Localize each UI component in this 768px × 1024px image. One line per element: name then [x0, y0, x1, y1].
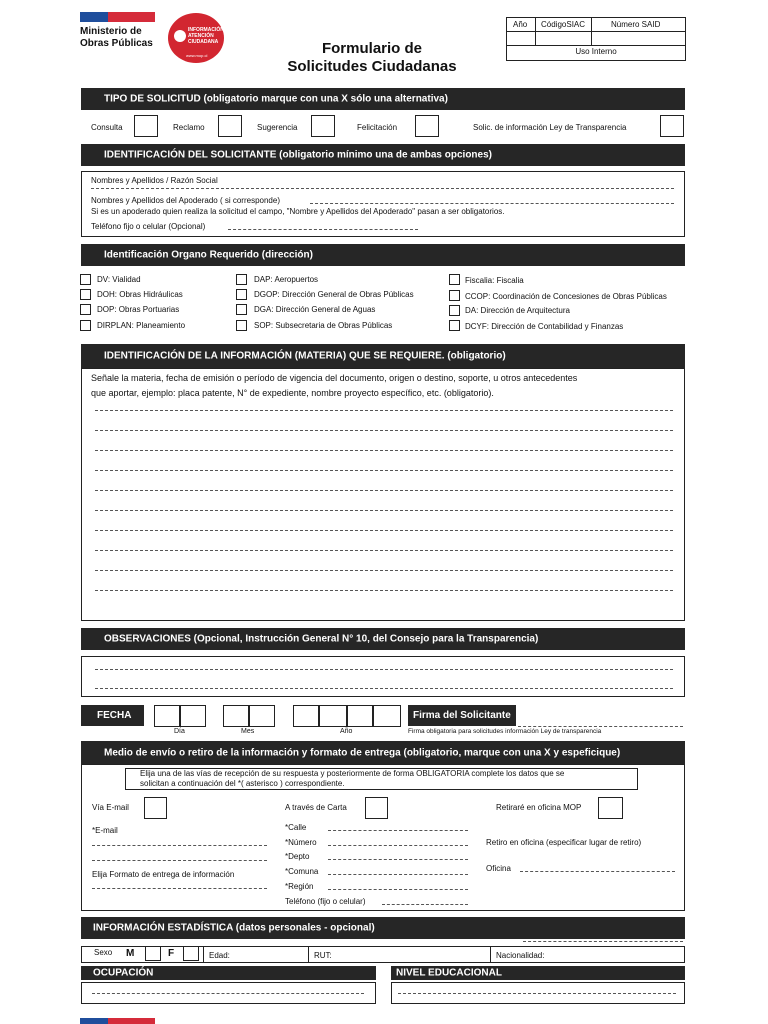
tipo-reclamo-checkbox[interactable]	[218, 115, 242, 137]
title-line2: Solicitudes Ciudadanas	[287, 58, 457, 75]
fecha-label: FECHA	[97, 710, 132, 721]
firma-note: Firma obligatoria para solicitudes información Ley de transparencia	[408, 728, 602, 735]
organo-ccop-checkbox[interactable]	[449, 290, 460, 301]
organo-dop-checkbox[interactable]	[80, 304, 91, 315]
fecha-anio-digit-2[interactable]	[319, 705, 347, 727]
organo-dap-checkbox[interactable]	[236, 274, 247, 285]
ministry-line1: Ministerio de	[80, 26, 142, 37]
oficina-field[interactable]	[520, 871, 675, 872]
logo-url: www.mop.cl	[186, 53, 208, 58]
top-flag-stripe	[80, 12, 155, 22]
ministry-name	[80, 26, 153, 50]
oficina-label: Oficina	[486, 864, 511, 873]
edad-label: Edad:	[209, 951, 230, 960]
solicitante-phone-label: Teléfono fijo o celular (Opcional)	[91, 222, 206, 231]
region-label: *Región	[285, 882, 314, 891]
materia-line	[95, 410, 673, 411]
fecha-anio-digit-1[interactable]	[293, 705, 319, 727]
organo-dgop-checkbox[interactable]	[236, 289, 247, 300]
materia-instruction-line1: Señale la materia, fecha de emisión o período de vigencia del documento, origen o destino, soporte, u otros antecedentes	[91, 373, 578, 383]
table-header-codigosiac: CódigoSIAC	[541, 20, 586, 29]
comuna-field[interactable]	[328, 874, 468, 875]
solicitante-name-label: Nombres y Apellidos / Razón Social	[91, 176, 218, 185]
tipo-felicitacion-checkbox[interactable]	[415, 115, 439, 137]
depto-label: *Depto	[285, 852, 310, 861]
solicitante-name-field[interactable]	[91, 188, 674, 189]
ministry-line2: Obras Públicas	[80, 38, 153, 49]
fecha-mes-digit-1[interactable]	[223, 705, 249, 727]
observaciones-line-2	[95, 688, 673, 689]
section-bar-medio	[81, 741, 685, 764]
carta-checkbox[interactable]	[365, 797, 388, 819]
carta-label: A través de Carta	[285, 803, 347, 812]
organo-dgop-label: DGOP: Dirección General de Obras Públicas	[254, 290, 414, 299]
atencion-ciudadana-logo	[168, 13, 224, 63]
bottom-flag-stripe	[80, 1018, 155, 1024]
organo-sop-label: SOP: Subsecretaria de Obras Públicas	[254, 321, 393, 330]
via-email-label: Vía E-mail	[92, 803, 129, 812]
tipo-consulta-checkbox[interactable]	[134, 115, 158, 137]
fecha-anio-digit-4[interactable]	[373, 705, 401, 727]
logo-line2: ATENCIÓN	[188, 33, 214, 39]
sexo-f-checkbox[interactable]	[183, 946, 199, 961]
section-bar-solicitante	[81, 144, 685, 166]
depto-field[interactable]	[328, 859, 468, 860]
tipo-transparencia-checkbox[interactable]	[660, 115, 684, 137]
numero-label: *Número	[285, 838, 317, 847]
section-bar-organo	[81, 244, 685, 266]
organo-dv-label: DV: Vialidad	[97, 275, 141, 284]
table-footer-uso-interno: Uso Interno	[575, 47, 617, 56]
section-bar-estadistica	[81, 917, 685, 939]
formato-label: Elija Formato de entrega de información	[92, 870, 235, 879]
table-header-anio: Año	[513, 20, 528, 29]
email-field-line-2[interactable]	[92, 860, 267, 861]
organo-dga-checkbox[interactable]	[236, 304, 247, 315]
fecha-anio-label: Año	[340, 728, 353, 735]
email-label: *E-mail	[92, 826, 118, 835]
medio-note-line1: Elija una de las vías de recepción de su respuesta y posteriormente de forma OBLIGATORIA complete los datos que se	[140, 769, 565, 778]
nivel-educacional-bar	[391, 966, 685, 980]
tipo-sugerencia-label: Sugerencia	[257, 123, 298, 132]
nivel-educacional-label: NIVEL EDUCACIONAL	[396, 967, 502, 979]
observaciones-title: OBSERVACIONES (Opcional, Instrucción General N° 10, del Consejo para la Transparencia)	[104, 633, 539, 645]
materia-title: IDENTIFICACIÓN DE LA INFORMACIÓN (MATERIA) QUE SE REQUIERE. (obligatorio)	[104, 350, 506, 362]
materia-line	[95, 430, 673, 431]
solicitante-proxy-label: Nombres y Apellidos del Apoderado ( si corresponde)	[91, 196, 280, 205]
organo-dop-label: DOP: Obras Portuarias	[97, 305, 180, 314]
fecha-mes-digit-2[interactable]	[249, 705, 275, 727]
medio-note-line2: solicitan a continuación del *( asterisco ) correspondiente.	[140, 779, 345, 788]
sexo-label: Sexo	[94, 948, 113, 957]
fecha-dia-digit-2[interactable]	[180, 705, 206, 727]
tipo-felicitacion-label: Felicitación	[357, 123, 398, 132]
ocupacion-label: OCUPACIÓN	[93, 967, 154, 979]
organo-dv-checkbox[interactable]	[80, 274, 91, 285]
telefono-label: Teléfono (fijo o celular)	[285, 897, 366, 906]
organo-dap-label: DAP: Aeropuertos	[254, 275, 319, 284]
materia-line	[95, 470, 673, 471]
organo-da-checkbox[interactable]	[449, 305, 460, 316]
tipo-reclamo-label: Reclamo	[173, 123, 205, 132]
organo-doh-label: DOH: Obras Hidráulicas	[97, 290, 183, 299]
nivel-educacional-field	[398, 993, 676, 994]
ocupacion-field	[92, 993, 364, 994]
organo-dcyf-checkbox[interactable]	[449, 320, 460, 331]
title-line1: Formulario de	[321, 40, 422, 57]
sexo-m-checkbox[interactable]	[145, 946, 161, 961]
calle-label: *Calle	[285, 823, 307, 832]
section-bar-observaciones	[81, 628, 685, 650]
fecha-label-box	[81, 705, 144, 726]
calle-field[interactable]	[328, 830, 468, 831]
fecha-anio-digit-3[interactable]	[347, 705, 373, 727]
nacionalidad-label: Nacionalidad:	[496, 951, 545, 960]
materia-line	[95, 450, 673, 451]
organo-dga-label: DGA: Dirección General de Aguas	[254, 305, 376, 314]
organo-ccop-label: CCOP: Coordinación de Concesiones de Obras Públicas	[465, 292, 667, 301]
comuna-label: *Comuna	[285, 867, 319, 876]
sexo-f-label: F	[168, 948, 175, 959]
organo-dcyf-label: DCYF: Dirección de Contabilidad y Finanzas	[465, 322, 624, 331]
internal-use-table	[506, 17, 686, 61]
materia-box[interactable]	[81, 368, 685, 621]
medio-title: Medio de envío o retiro de la información y formato de entrega (obligatorio, marque con una X y espeficique)	[104, 747, 621, 758]
section-bar-materia	[81, 344, 685, 368]
fecha-dia-label: Día	[174, 728, 185, 735]
section-bar-tipo	[81, 88, 685, 110]
organo-fiscalia-checkbox[interactable]	[449, 274, 460, 285]
table-header-numero-said: Número SAID	[611, 20, 661, 29]
materia-instruction-line2: que aportar, ejemplo: placa patente, N° de expediente, nombre proyecto específico, etc. (obligatorio).	[91, 388, 494, 398]
firma-field[interactable]	[518, 726, 683, 727]
region-field[interactable]	[328, 889, 468, 890]
solicitante-proxy-field[interactable]	[310, 203, 674, 204]
retiro-oficina-label: Retiro en oficina (especificar lugar de retiro)	[486, 838, 642, 847]
estadistica-title: INFORMACIÓN ESTADÍSTICA (datos personales - opcional)	[93, 922, 375, 934]
email-field-line-1[interactable]	[92, 845, 267, 846]
tipo-transparencia-label: Solic. de información Ley de Transparencia	[473, 123, 627, 132]
materia-line	[95, 550, 673, 551]
ocupacion-bar	[81, 966, 376, 980]
observaciones-box[interactable]	[81, 656, 685, 697]
retiro-mop-label: Retiraré en oficina MOP	[496, 803, 582, 812]
numero-field[interactable]	[328, 845, 468, 846]
fecha-dia-digit-1[interactable]	[154, 705, 180, 727]
firma-label-box	[408, 705, 516, 726]
logo-line1: INFORMACIÓN	[188, 27, 224, 33]
organo-fiscalia-label: Fiscalia: Fiscalia	[465, 276, 524, 285]
firma-label: Firma del Solicitante	[413, 710, 511, 721]
via-email-checkbox[interactable]	[144, 797, 167, 819]
sexo-m-label: M	[126, 948, 135, 959]
tipo-title: TIPO DE SOLICITUD (obligatorio marque con una X sólo una alternativa)	[104, 93, 448, 105]
organo-dirplan-label: DIRPLAN: Planeamiento	[97, 321, 186, 330]
telefono-field[interactable]	[382, 904, 468, 905]
retiro-mop-checkbox[interactable]	[598, 797, 623, 819]
organo-da-label: DA: Dirección de Arquitectura	[465, 306, 570, 315]
materia-line	[95, 570, 673, 571]
organo-sop-checkbox[interactable]	[236, 320, 247, 331]
solicitante-phone-field[interactable]	[228, 229, 418, 230]
fecha-mes-label: Mes	[241, 728, 255, 735]
materia-line	[95, 490, 673, 491]
rut-label: RUT:	[314, 951, 332, 960]
organo-doh-checkbox[interactable]	[80, 289, 91, 300]
materia-line	[95, 510, 673, 511]
formato-field[interactable]	[92, 888, 267, 889]
materia-line	[95, 590, 673, 591]
tipo-sugerencia-checkbox[interactable]	[311, 115, 335, 137]
solicitante-title: IDENTIFICACIÓN DEL SOLICITANTE (obligatorio mínimo una de ambas opciones)	[104, 149, 492, 161]
form-title	[260, 40, 484, 76]
logo-line3: CIUDADANA	[188, 39, 219, 45]
estadistica-top-line	[523, 941, 683, 942]
solicitante-proxy-note: Si es un apoderado quien realiza la solicitud el campo, "Nombre y Apellidos del Apoderado" pasan a ser obligatorios.	[91, 207, 505, 216]
organo-dirplan-checkbox[interactable]	[80, 320, 91, 331]
materia-line	[95, 530, 673, 531]
tipo-consulta-label: Consulta	[91, 123, 123, 132]
organo-title: Identificación Organo Requerido (dirección)	[104, 249, 313, 261]
observaciones-line-1	[95, 669, 673, 670]
